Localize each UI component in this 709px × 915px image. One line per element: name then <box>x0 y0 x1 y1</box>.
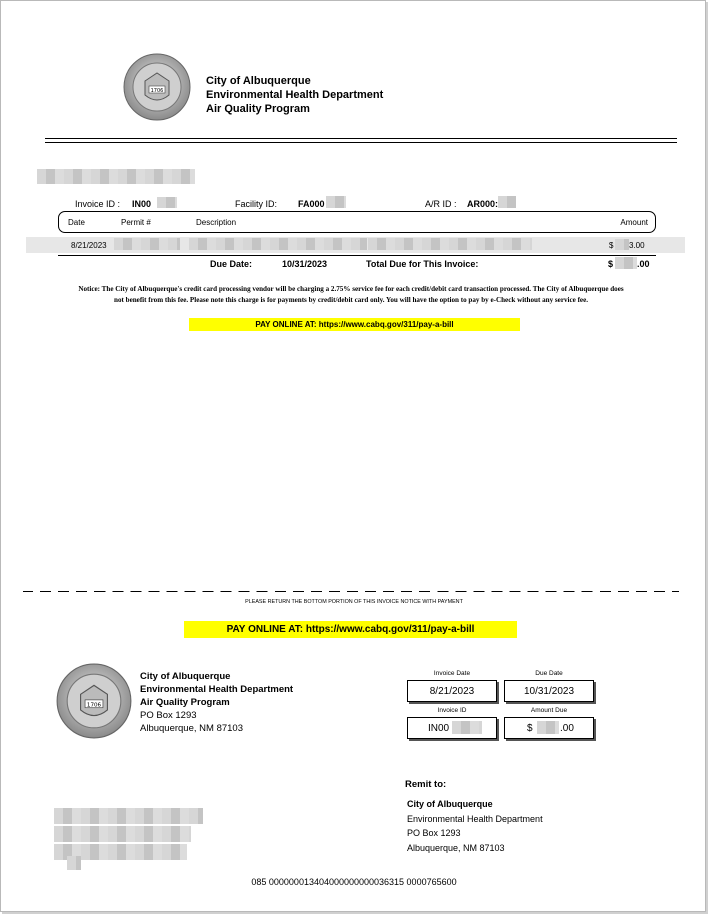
col-permit: Permit # <box>121 218 151 227</box>
stub-invoice-id-value: IN00 <box>428 722 450 734</box>
header-rule-top <box>45 138 677 139</box>
row-amount-suffix: 3.00 <box>629 241 645 250</box>
total-due-label: Total Due for This Invoice: <box>366 259 479 269</box>
redacted-description-1 <box>189 238 367 250</box>
facility-id-label: Facility ID: <box>235 199 278 209</box>
stub-org-line1: City of Albuquerque <box>140 671 231 682</box>
due-date-label: Due Date: <box>210 259 253 269</box>
stub-city-state: Albuquerque, NM 87103 <box>140 723 243 734</box>
header-org-line2: Environmental Health Department <box>206 89 384 101</box>
stub-po-box: PO Box 1293 <box>140 710 197 721</box>
ar-id-value: AR000: <box>467 199 499 209</box>
header-rule-bottom <box>45 142 677 143</box>
redacted-stub-amount <box>537 721 559 734</box>
row-date: 8/21/2023 <box>71 241 107 250</box>
stub-due-date-box <box>504 680 594 702</box>
remit-label: Remit to: <box>405 779 447 790</box>
pay-online-banner-stub <box>184 621 517 638</box>
stub-amount-due-label: Amount Due <box>530 707 568 714</box>
ar-id-label: A/R ID : <box>425 199 457 209</box>
total-due-prefix: $ <box>608 259 614 269</box>
stub-invoice-id-box <box>407 717 497 739</box>
row-divider <box>58 255 656 256</box>
redacted-invoice-id <box>157 197 177 208</box>
invoice-id-value: IN00 <box>132 199 152 209</box>
scanline: 085 000000013404000000000036315 0000765600 <box>251 877 457 887</box>
remit-line4: Albuquerque, NM 87103 <box>407 842 505 853</box>
col-date: Date <box>68 218 85 227</box>
stub-invoice-date-value: 8/21/2023 <box>429 685 475 697</box>
stub-org-line3: Air Quality Program <box>140 697 230 708</box>
remit-line3: PO Box 1293 <box>407 828 461 838</box>
stub-amount-due-suffix: .00 <box>560 722 574 734</box>
redacted-stub-invoice-id <box>452 721 482 734</box>
header-org-line1: City of Albuquerque <box>206 75 311 87</box>
invoice-id-label: Invoice ID : <box>75 199 121 209</box>
header-org <box>206 74 383 116</box>
redacted-address-line2 <box>54 826 191 842</box>
pay-online-banner-top <box>189 318 520 331</box>
row-amount-prefix: $ <box>609 241 614 250</box>
due-date-value: 10/31/2023 <box>282 259 328 269</box>
redacted-permit <box>114 238 180 250</box>
pay-online-link-stub[interactable]: PAY ONLINE AT: https://www.cabq.gov/311/pay-a-bill <box>226 624 475 635</box>
return-instruction: PLEASE RETURN THE BOTTOM PORTION OF THIS INVOICE NOTICE WITH PAYMENT <box>245 599 463 605</box>
redacted-facility-id <box>326 196 346 208</box>
seal-year: 1706 <box>150 88 164 94</box>
stub-org <box>140 670 293 735</box>
stub-invoice-date-box <box>407 680 497 702</box>
seal-year-stub: 1706 <box>86 702 102 709</box>
header-org-line3: Air Quality Program <box>206 103 310 115</box>
stub-invoice-id-label: Invoice ID <box>437 707 467 714</box>
stub-due-date-value: 10/31/2023 <box>523 685 575 697</box>
stub-amount-due-box <box>504 717 594 739</box>
redacted-total <box>615 257 637 269</box>
stub-invoice-date-label: Invoice Date <box>433 670 471 677</box>
credit-card-fee-notice: Notice: The City of Albuquerque's credit card processing vendor will be charging a 2.75% service fee for each credit/debit card transaction processed. The City of Albuquerque does not benefit from this fee. Please note this charge is for payments by credit/debit card only. You will have the option to pay by e-Check without any service fee. <box>78 285 624 304</box>
redacted-row-amount <box>615 239 629 250</box>
col-description: Description <box>196 218 237 227</box>
redacted-ar-id <box>498 196 516 208</box>
redacted-description-2 <box>368 238 532 250</box>
stub-due-date-label: Due Date <box>535 670 563 677</box>
remit-address <box>407 797 543 855</box>
remit-line2: Environmental Health Department <box>407 813 543 824</box>
redacted-customer-name <box>37 169 195 184</box>
tear-line <box>23 591 679 592</box>
col-amount: Amount <box>620 218 648 227</box>
redacted-address-line4 <box>67 856 81 870</box>
facility-id-value: FA000 <box>298 199 325 209</box>
city-seal-stub-icon <box>56 663 132 739</box>
city-seal-icon <box>123 53 191 121</box>
pay-online-link-top[interactable]: PAY ONLINE AT: https://www.cabq.gov/311/pay-a-bill <box>255 320 454 329</box>
stub-amount-due-prefix: $ <box>527 722 533 734</box>
total-due-suffix: .00 <box>637 259 650 269</box>
stub-org-line2: Environmental Health Department <box>140 684 294 695</box>
redacted-address-line1 <box>54 808 203 824</box>
line-items-header <box>58 211 656 233</box>
remit-line1: City of Albuquerque <box>407 799 493 809</box>
line-item-row <box>26 237 685 253</box>
